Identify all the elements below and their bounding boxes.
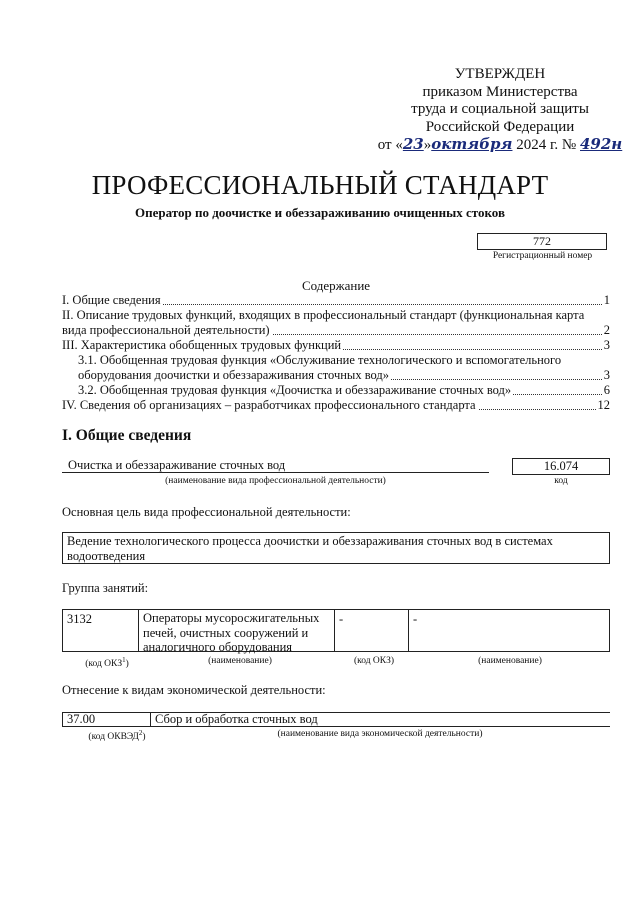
date-month: октября	[431, 135, 513, 153]
group-label: Группа занятий:	[62, 581, 149, 595]
goal-label: Основная цель вида профессиональной деятельности:	[62, 505, 351, 519]
approval-title: УТВЕРЖДЕН	[454, 66, 546, 82]
section-heading: I. Общие сведения	[62, 427, 192, 444]
toc-heading: Содержание	[301, 278, 371, 293]
toc-entry[interactable]: IV. Сведения об организациях – разработчиках профессионального стандарта 12	[62, 398, 610, 412]
econ-code-cell: 37.00	[63, 713, 151, 726]
group-code-label: (код ОКЗ$^1$)	[85, 656, 129, 670]
group-name-label: (наименование)	[208, 656, 272, 666]
registration-label: Регистрационный номер	[492, 251, 593, 261]
activity-code-field: 16.074	[512, 458, 610, 475]
date-mid: »	[423, 137, 432, 153]
econ-name-cell: Сбор и обработка сточных вод	[155, 712, 318, 726]
toc-entry[interactable]: II. Описание трудовых функций, входящих в профессиональный стандарт (функциональная карта	[62, 308, 585, 322]
group-name2-label: (наименование)	[478, 656, 542, 666]
approval-line-ministry: труда и социальной защиты	[411, 101, 589, 117]
econ-label: Отнесение к видам экономической деятельности:	[62, 683, 326, 697]
approval-line-country: Российской Федерации	[425, 118, 575, 135]
activity-name-field: Очистка и обеззараживание сточных вод	[62, 458, 489, 473]
econ-code-label: (код ОКВЭД$^2$)	[88, 729, 146, 743]
table-of-contents	[62, 293, 610, 413]
approval-date-line	[370, 136, 630, 155]
group-code2-cell: -	[335, 610, 409, 651]
group-code2-label: (код ОКЗ)	[353, 656, 395, 666]
date-day: 23	[402, 135, 424, 153]
toc-entry[interactable]: I. Общие сведения 1	[62, 293, 610, 307]
group-code-cell: 3132	[63, 610, 139, 651]
document-subtitle: Оператор по доочистке и обеззараживанию очищенных стоков	[135, 205, 505, 220]
activity-name-label: (наименование вида профессиональной деятельности)	[165, 476, 386, 486]
approval-line-order: приказом Министерства	[422, 83, 578, 100]
date-year: 2024 г. №	[512, 137, 577, 153]
activity-code-label: код	[554, 476, 568, 486]
order-number: 492н	[580, 135, 623, 153]
group-name-cell: Операторы мусоросжигательных печей, очистных сооружений и аналогичного оборудования	[139, 610, 335, 651]
document-title: ПРОФЕССИОНАЛЬНЫЙ СТАНДАРТ	[91, 170, 549, 200]
group-table	[62, 609, 610, 652]
econ-table	[62, 712, 610, 727]
econ-name-label: (наименование вида экономической деятельности)	[277, 729, 483, 739]
toc-subentry[interactable]: 3.1. Обобщенная трудовая функция «Обслуживание технологического и вспомогательного	[78, 353, 562, 367]
toc-subentry[interactable]: 3.2. Обобщенная трудовая функция «Доочистка и обеззараживание сточных вод» 6	[78, 383, 610, 397]
toc-entry-continued[interactable]: вида профессиональной деятельности) 2	[62, 323, 610, 337]
registration-number: 772	[477, 233, 607, 250]
date-prefix: от «	[377, 137, 403, 153]
approval-block	[370, 66, 630, 155]
toc-entry[interactable]: III. Характеристика обобщенных трудовых функций 3	[62, 338, 610, 352]
group-name2-cell: -	[413, 612, 418, 626]
goal-text-box: Ведение технологического процесса доочистки и обеззараживания сточных вод в системах водоотведения	[62, 532, 610, 564]
toc-subentry-continued[interactable]: оборудования доочистки и обеззараживания сточных вод» 3	[78, 368, 610, 382]
